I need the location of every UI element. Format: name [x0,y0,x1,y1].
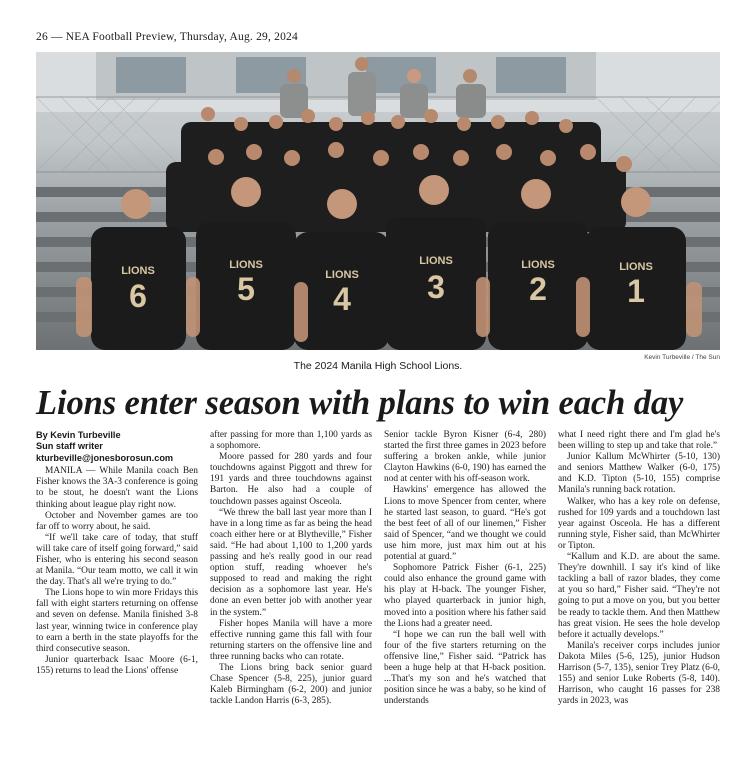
jersey-number: 5 [237,271,255,307]
jersey-number: 1 [627,273,645,309]
paragraph: Walker, who has a key role on defense, rushed for 109 yards and a touchdown last year against Osceola. He has a different running style, Fisher said, than McWhirter or Tipton. [558,496,720,551]
photo-caption: The 2024 Manila High School Lions. [293,360,463,372]
jersey-label: LIONS [229,259,263,271]
byline [36,430,198,464]
byline-author: By Kevin Turbeville [36,430,121,440]
byline-role: Sun staff writer [36,441,103,452]
paragraph: MANILA — While Manila coach Ben Fisher knows the 3A-3 conference is going to be stout, he doesn't want the Lions thinking about league play right now. [36,466,198,510]
jersey-label: LIONS [325,269,359,281]
jersey-number: 2 [529,271,547,307]
paragraph: “I hope we can run the ball well with four of the five starters returning on the offensive line,” Fisher said. “Patrick has been a huge help at that H-back position. ...That's my son and he's watched that position since he was a baby, so he kind of understands [384,629,546,707]
paragraph: The Lions bring back senior guard Chase Spencer (5-8, 225), junior guard Kaleb Birmingham (6-2, 200) and junior tackle Landon Harris (6-3, 285). [210,662,372,707]
jersey-number: 3 [427,269,445,305]
paragraph: “If we'll take care of today, that stuff will take care of itself going forward,” said Fisher, who is entering his second season at Manila. “Our team motto, we call it win the day. That's all we're trying to do.” [36,532,198,588]
jersey-number: 6 [129,278,147,314]
paragraph: Hawkins' emergence has allowed the Lions to move Spencer from center, where he started last season, to guard. “He's got the best feet of all of our linemen,” Fisher said of Spencer, “and we thought we could use him more, just max him out at his potential at guard.” [384,485,546,563]
jersey-label: LIONS [619,261,653,273]
paragraph: Senior tackle Byron Kisner (6-4, 280) started the first three games in 2023 before suffering a broken ankle, while junior Clayton Hawkins (6-0, 190) has earned the nod at center with his off-season work. [384,430,546,485]
paragraph: after passing for more than 1,100 yards as a sophomore. [210,430,372,452]
photo-credit: Kevin Turbeville / The Sun [644,354,720,361]
article-column-1 [36,430,198,760]
jersey-number: 4 [333,281,351,317]
paragraph: October and November games are too far off to worry about, he said. [36,510,198,532]
paragraph: “We threw the ball last year more than I have in a long time as far as being the head coach either here or at Blytheville,” Fisher said. “He had about 1,100 to 1,200 yards passing and he's really good in our read option stuff, reading whoever he's supposed to read and making the right decision as a sophomore last year. He's done an even better job with another year in the system.” [210,507,372,618]
paragraph: Manila's receiver corps includes junior Dakota Miles (5-6, 125), junior Hudson Harrison (5-7, 135), senior Trey Platz (6-0, 155) and senior Luke Roberts (5-8, 140). Harrison, who caught 16 passes for 238 yards in 2023, was [558,640,720,707]
jersey-label: LIONS [121,265,155,277]
paragraph: Junior quarterback Isaac Moore (6-1, 155) returns to lead the Lions' offense [36,654,198,676]
byline-email[interactable]: kturbeville@jonesborosun.com [36,452,174,463]
page-folio: 26 — NEA Football Preview, Thursday, Aug. 29, 2024 [36,31,298,43]
article-column-4 [558,430,720,760]
paragraph: what I need right there and I'm glad he's been willing to step up and take that role.” [558,430,720,452]
paragraph: “Kallum and K.D. are about the same. They're downhill. I say it's kind of like tackling a ball of razor blades, they come at you so hard,” Fisher said. “They're not going to put a move on you, but you better be ready to tackle them. And then Matthew has great vision. He sees the hole develop before it actually develops.” [558,552,720,640]
paragraph: Sophomore Patrick Fisher (6-1, 225) could also enhance the ground game with his play at H-back. The younger Fisher, who played quarterback in junior high, moved into a position where his father said the Lions had a greater need. [384,563,546,629]
team-photo-illustration [36,52,720,350]
paragraph: Junior Kallum McWhirter (5-10, 130) and seniors Matthew Walker (6-0, 175) and K.D. Tipton (5-10, 155) comprise Manila's running back rotation. [558,452,720,496]
paragraph: Moore passed for 280 yards and four touchdowns against Piggott and threw for 191 yards and three touchdowns against Barton. He also had a couple of touchdown passes against Osceola. [210,452,372,507]
article-headline: Lions enter season with plans to win each day [36,384,684,422]
jersey-label: LIONS [419,255,453,267]
article-column-3 [384,430,546,760]
jersey-label: LIONS [521,259,555,271]
article-body [36,430,720,760]
team-photo [36,52,720,350]
article-column-2 [210,430,372,760]
paragraph: Fisher hopes Manila will have a more effective running game this fall with four returning starters on the offensive line and three running backs who can rotate. [210,618,372,662]
paragraph: The Lions hope to win more Fridays this fall with eight starters returning on offense and seven on defense. Manila finished 3-8 last year, winning twice in conference play to earn a berth in the state playoffs for the third consecutive season. [36,588,198,654]
